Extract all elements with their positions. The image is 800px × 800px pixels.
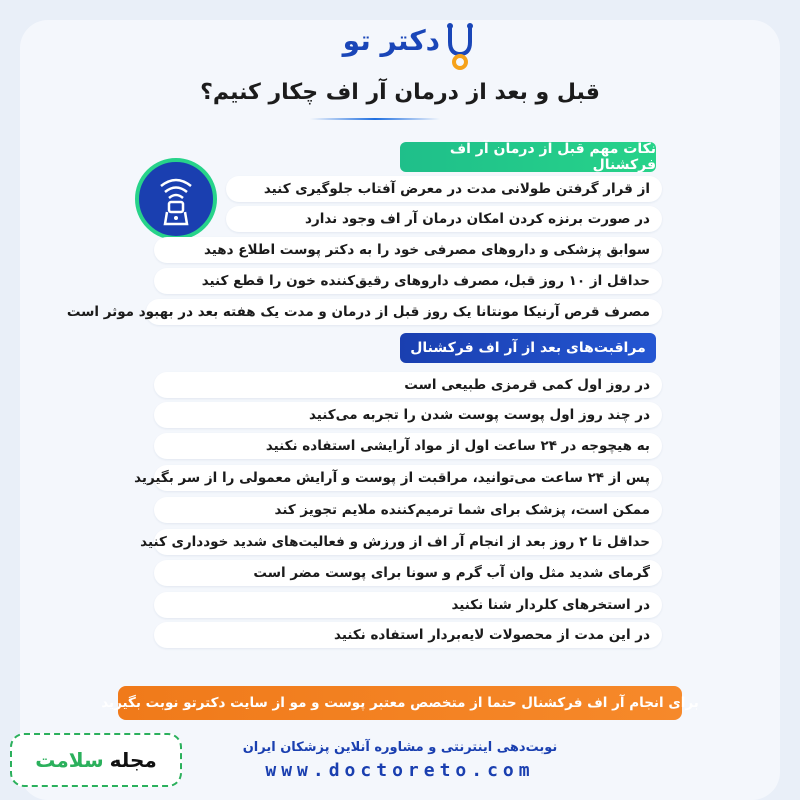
after-item-4: پس از ۲۴ ساعت می‌توانید، مراقبت از پوست و آرایش معمولی را از سر بگیرید xyxy=(154,465,662,491)
after-item-9: در این مدت از محصولات لایه‌بردار استفاده نکنید xyxy=(154,622,662,648)
after-item-8: در استخرهای کلردار شنا نکنید xyxy=(154,592,662,618)
title-underline xyxy=(310,118,440,120)
after-item-5: ممکن است، پزشک برای شما ترمیم‌کننده ملایم تجویز کند xyxy=(154,497,662,523)
before-section-header: نکات مهم قبل از درمان آر اف فرکشنال xyxy=(400,142,656,172)
before-item-5: مصرف قرص آرنیکا مونتانا یک روز قبل از درمان و مدت یک هفته بعد در بهبود موثر است xyxy=(146,299,662,325)
after-item-1: در روز اول کمی قرمزی طبیعی است xyxy=(154,372,662,398)
after-item-7: گرمای شدید مثل وان آب گرم و سونا برای پوست مضر است xyxy=(154,560,662,586)
badge-word-2: سلامت xyxy=(35,748,104,772)
before-item-2: در صورت برنزه کردن امکان درمان آر اف وجود ندارد xyxy=(226,206,662,232)
rf-device-icon xyxy=(135,158,217,240)
after-item-2: در چند روز اول پوست پوست شدن را تجربه می‌کنید xyxy=(154,402,662,428)
logo-stethoscope-icon xyxy=(440,22,480,70)
magazine-badge xyxy=(10,733,182,787)
before-item-1: از قرار گرفتن طولانی مدت در معرض آفتاب جلوگیری کنید xyxy=(226,176,662,202)
after-section-header: مراقبت‌های بعد از آر اف فرکشنال xyxy=(400,333,656,363)
before-item-4: حداقل از ۱۰ روز قبل، مصرف داروهای رقیق‌کننده خون را قطع کنید xyxy=(154,268,662,294)
footer-tagline: نوبت‌دهی اینترنتی و مشاوره آنلاین پزشکان ایران xyxy=(242,740,558,755)
after-item-6: حداقل تا ۲ روز بعد از انجام آر اف از ورزش و فعالیت‌های شدید خودداری کنید xyxy=(154,529,662,555)
brand-logo[interactable] xyxy=(340,22,480,72)
badge-word-1: مجله xyxy=(109,748,157,772)
footer-url-link[interactable]: www.doctoreto.com xyxy=(265,760,535,781)
logo-text: دکتر تو xyxy=(342,24,440,57)
after-item-3: به هیچوجه در ۲۴ ساعت اول از مواد آرایشی استفاده نکنید xyxy=(154,433,662,459)
booking-cta-banner[interactable]: برای انجام آر اف فرکشنال حتما از متخصص معتبر پوست و مو از سایت دکترتو نوبت بگیرید xyxy=(118,686,682,720)
before-item-3: سوابق پزشکی و داروهای مصرفی خود را به دکتر پوست اطلاع دهید xyxy=(154,237,662,263)
page-title: قبل و بعد از درمان آر اف چکار کنیم؟ xyxy=(200,80,600,105)
